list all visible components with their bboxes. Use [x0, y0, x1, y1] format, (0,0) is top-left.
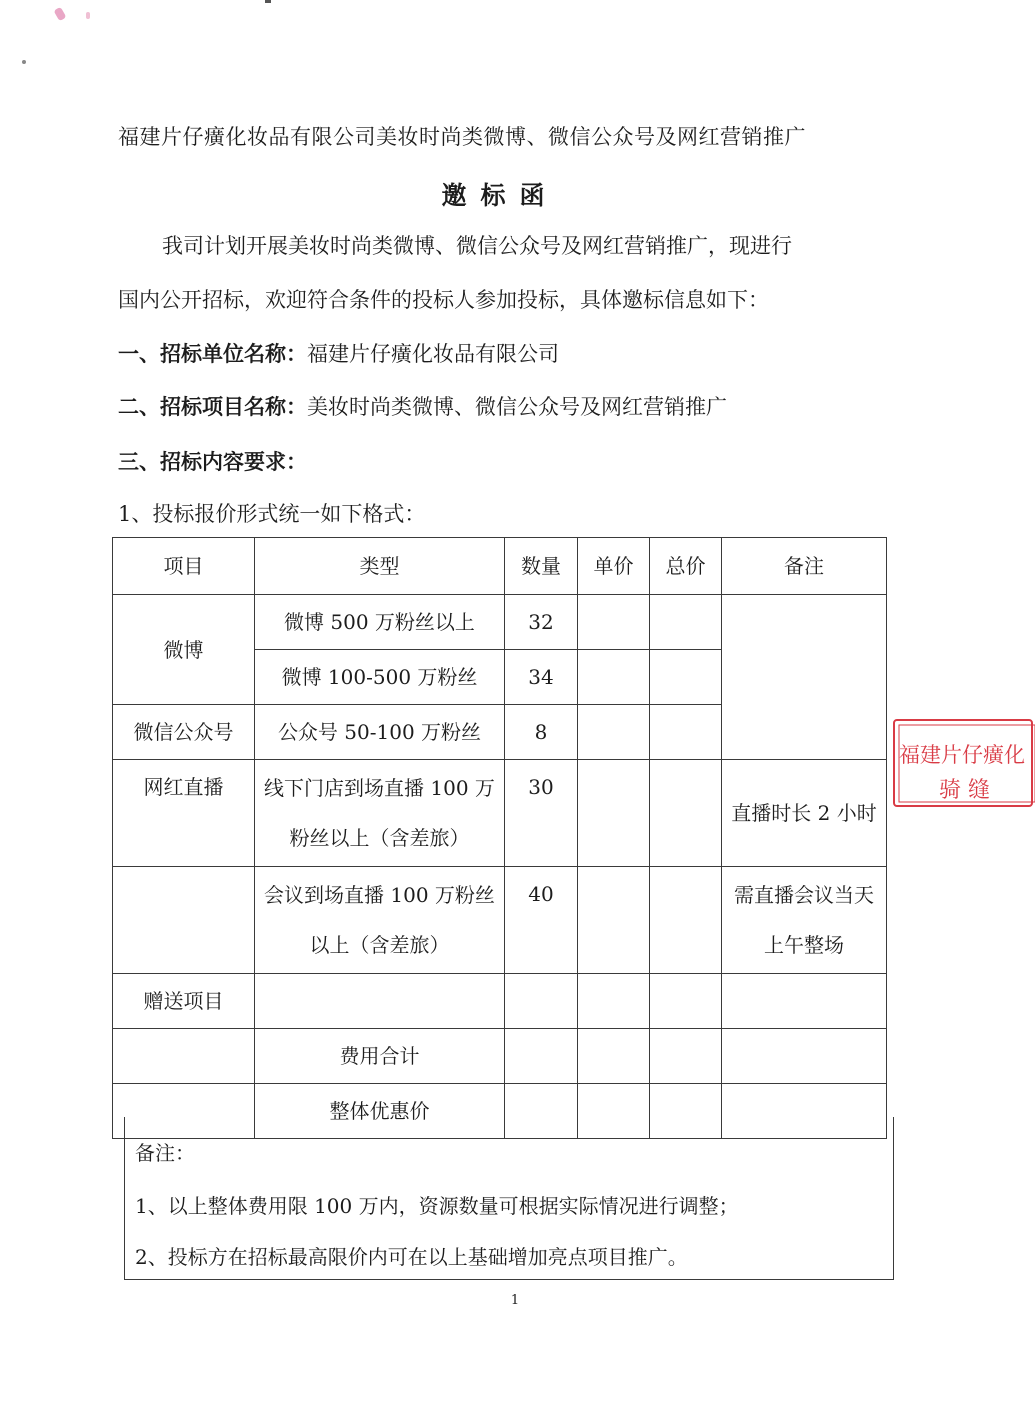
- section-content-requirements: [118, 446, 307, 476]
- cell-quantity: 34: [505, 650, 578, 705]
- section-label: 一、招标单位名称：: [118, 341, 307, 366]
- note-item: 2、投标方在招标最高限价内可在以上基础增加亮点项目推广。: [135, 1245, 688, 1269]
- notes-box: [124, 1117, 894, 1280]
- section-value: 福建片仔癀化妆品有限公司: [307, 342, 559, 366]
- cell-unit-price: [578, 705, 650, 760]
- cell-total-price: [650, 974, 722, 1029]
- seam-seal-stamp: [893, 719, 1033, 807]
- cell-total-price: [650, 595, 722, 650]
- cell-gift-label: 赠送项目: [113, 974, 255, 1029]
- section-value: 美妆时尚类微博、微信公众号及网红营销推广: [307, 395, 727, 419]
- table-row-total: [113, 1029, 887, 1084]
- table-row: [113, 760, 887, 867]
- cell-remark: [722, 974, 887, 1029]
- header-unit-price: 单价: [578, 538, 650, 595]
- cell-quantity: [505, 1029, 578, 1084]
- quote-table: [112, 537, 887, 1139]
- cell-type: 线下门店到场直播 100 万粉丝以上（含差旅）: [255, 760, 505, 867]
- cell-total-label: 费用合计: [255, 1029, 505, 1084]
- cell-unit-price: [578, 595, 650, 650]
- section-bidding-unit: [118, 338, 559, 368]
- cell-total-price: [650, 867, 722, 974]
- cell-quantity: 30: [505, 760, 578, 867]
- cell-quantity: 40: [505, 867, 578, 974]
- cell-unit-price: [578, 867, 650, 974]
- table-row: [113, 867, 887, 974]
- cell-total-price: [650, 705, 722, 760]
- section-project-name: [118, 391, 727, 421]
- page-number: 1: [510, 1293, 520, 1308]
- cell-type: [255, 974, 505, 1029]
- cell-total-price: [650, 760, 722, 867]
- cell-item: [113, 1029, 255, 1084]
- cell-item: 微信公众号: [113, 705, 255, 760]
- stamp-text-line-1: 福建片仔癀化: [899, 743, 1025, 767]
- cell-remark: 直播时长 2 小时: [722, 760, 887, 867]
- header-remark: 备注: [722, 538, 887, 595]
- scan-mark: [86, 12, 90, 19]
- note-item: 1、以上整体费用限 100 万内，资源数量可根据实际情况进行调整；: [135, 1194, 739, 1218]
- scan-mark: [54, 7, 67, 21]
- scan-mark: [265, 0, 271, 3]
- scan-mark: [22, 60, 26, 64]
- document-heading: 福建片仔癀化妆品有限公司美妆时尚类微博、微信公众号及网红营销推广: [118, 125, 806, 149]
- header-total-price: 总价: [650, 538, 722, 595]
- cell-type: 微博 500 万粉丝以上: [255, 595, 505, 650]
- table-row: [113, 595, 887, 650]
- cell-remark: 需直播会议当天上午整场: [722, 867, 887, 974]
- document-title: 邀标函: [441, 181, 559, 210]
- stamp-text-line-2: 骑 缝: [939, 778, 990, 803]
- cell-type: 微博 100-500 万粉丝: [255, 650, 505, 705]
- cell-quantity: [505, 974, 578, 1029]
- table-row-gift: [113, 974, 887, 1029]
- intro-paragraph-line-2: 国内公开招标，欢迎符合条件的投标人参加投标，具体邀标信息如下：: [118, 288, 769, 312]
- cell-remark: [722, 595, 887, 760]
- cell-unit-price: [578, 760, 650, 867]
- cell-total-price: [650, 650, 722, 705]
- cell-unit-price: [578, 1029, 650, 1084]
- notes-title: 备注：: [135, 1141, 195, 1165]
- header-item: 项目: [113, 538, 255, 595]
- cell-type: 会议到场直播 100 万粉丝以上（含差旅）: [255, 867, 505, 974]
- cell-item: [113, 867, 255, 974]
- cell-quantity: 8: [505, 705, 578, 760]
- cell-item: 微博: [113, 595, 255, 705]
- cell-item: 网红直播: [113, 760, 255, 867]
- cell-remark: [722, 1029, 887, 1084]
- section-label: 二、招标项目名称：: [118, 394, 307, 419]
- header-quantity: 数量: [505, 538, 578, 595]
- cell-type: 公众号 50-100 万粉丝: [255, 705, 505, 760]
- cell-total-price: [650, 1029, 722, 1084]
- cell-quantity: 32: [505, 595, 578, 650]
- intro-paragraph-line-1: 我司计划开展美妆时尚类微博、微信公众号及网红营销推广，现进行: [162, 234, 792, 258]
- table-header-row: [113, 538, 887, 595]
- cell-unit-price: [578, 974, 650, 1029]
- cell-discount-label: 整体优惠价: [255, 1084, 505, 1139]
- section-label: 三、招标内容要求：: [118, 449, 307, 474]
- quote-format-line: 1、投标报价形式统一如下格式：: [118, 502, 426, 526]
- header-type: 类型: [255, 538, 505, 595]
- cell-unit-price: [578, 650, 650, 705]
